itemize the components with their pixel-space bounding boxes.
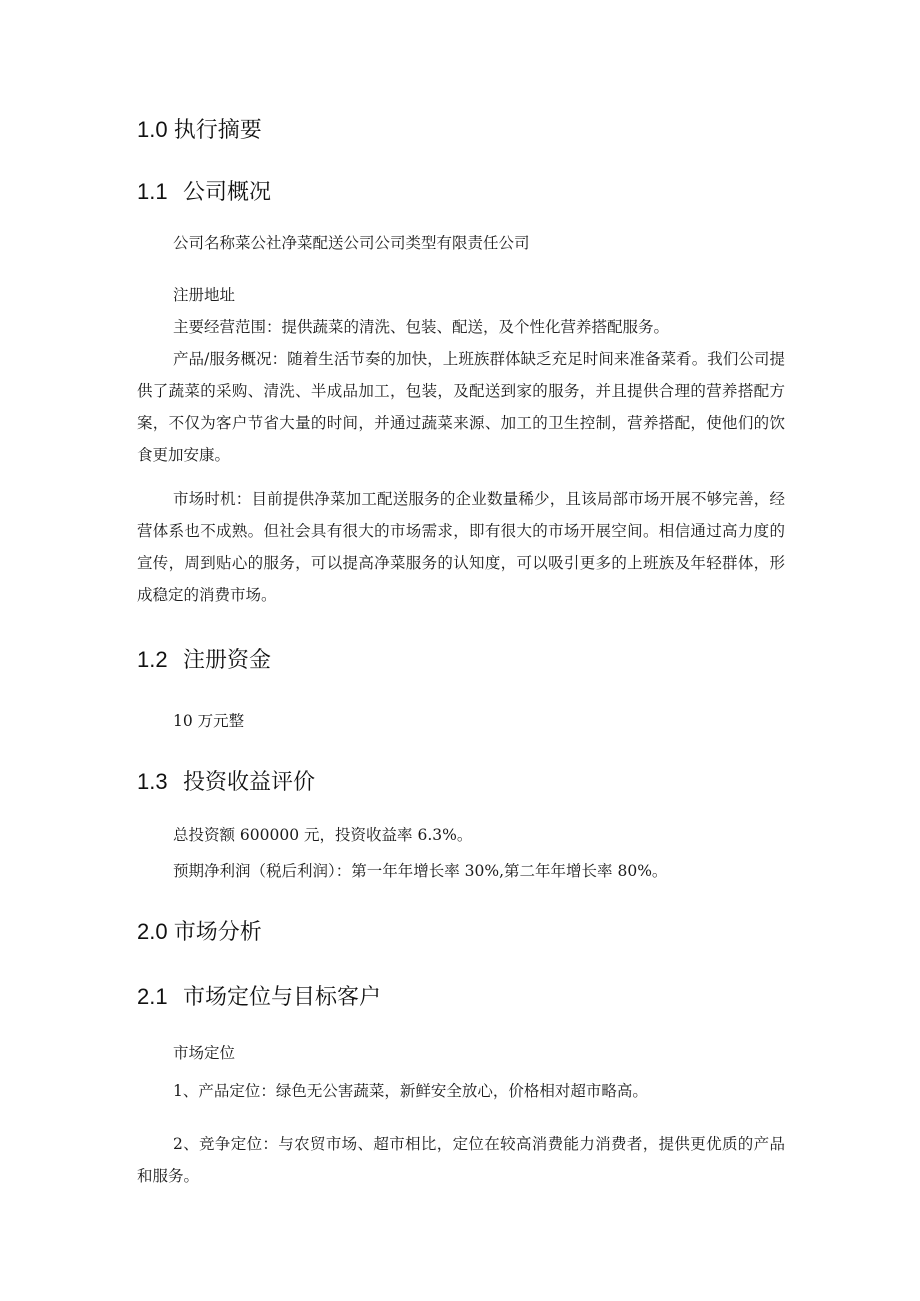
market-positioning-paragraph: 市场定位	[173, 1044, 236, 1062]
section-number: 1.3	[137, 769, 168, 794]
product-positioning-paragraph: 1、产品定位：绿色无公害蔬菜，新鲜安全放心，价格相对超市略高。	[173, 1082, 648, 1100]
competitive-positioning-paragraph: 2、竞争定位：与农贸市场、超市相比，定位在较高消费能力消费者，提供更优质的产品和服务。	[137, 1135, 785, 1185]
section-heading-2-0: 2.0 市场分析	[137, 919, 262, 944]
investment-paragraph: 总投资额 600000 元，投资收益率 6.3%。	[173, 826, 473, 844]
section-heading-2-1	[137, 983, 381, 1011]
section-title: 公司概况	[183, 179, 272, 204]
business-scope-paragraph: 主要经营范围：提供蔬菜的清洗、包装、配送，及个性化营养搭配服务。	[173, 318, 670, 336]
product-overview-paragraph: 产品/服务概况：随着生活节奏的加快，上班族群体缺乏充足时间来准备菜肴。我们公司提供了蔬菜的采购、清洗、半成品加工，包装，及配送到家的服务，并且提供合理的营养搭配方案，不仅为客户节省大量的时间，并通过蔬菜来源、加工的卫生控制，营养搭配，使他们的饮食更加安康。	[137, 350, 785, 464]
section-title: 投资收益评价	[183, 769, 316, 794]
market-timing-paragraph: 市场时机：目前提供净菜加工配送服务的企业数量稀少，且该局部市场开展不够完善，经营体系也不成熟。但社会具有很大的市场需求，即有很大的市场开展空间。相信通过高力度的宣传，周到贴心的服务，可以提高净菜服务的认知度，可以吸引更多的上班族及年轻群体，形成稳定的消费市场。	[137, 490, 785, 604]
registered-address-paragraph: 注册地址	[173, 286, 236, 304]
section-number: 1.2	[137, 647, 168, 672]
section-title: 注册资金	[183, 647, 272, 672]
section-heading-1-0: 1.0 执行摘要	[137, 117, 262, 142]
section-number: 2.1	[137, 984, 168, 1009]
section-heading-1-3	[137, 768, 315, 796]
section-title: 市场定位与目标客户	[183, 984, 382, 1009]
section-heading-1-2	[137, 646, 271, 674]
company-name-paragraph: 公司名称菜公社净菜配送公司公司类型有限责任公司	[173, 234, 530, 252]
section-number: 1.1	[137, 179, 168, 204]
registered-capital-paragraph: 10 万元整	[173, 712, 245, 730]
expected-profit-paragraph: 预期净利润（税后利润）：第一年年增长率 30%,第二年年增长率 80%。	[173, 862, 668, 880]
section-heading-1-1	[137, 178, 271, 206]
